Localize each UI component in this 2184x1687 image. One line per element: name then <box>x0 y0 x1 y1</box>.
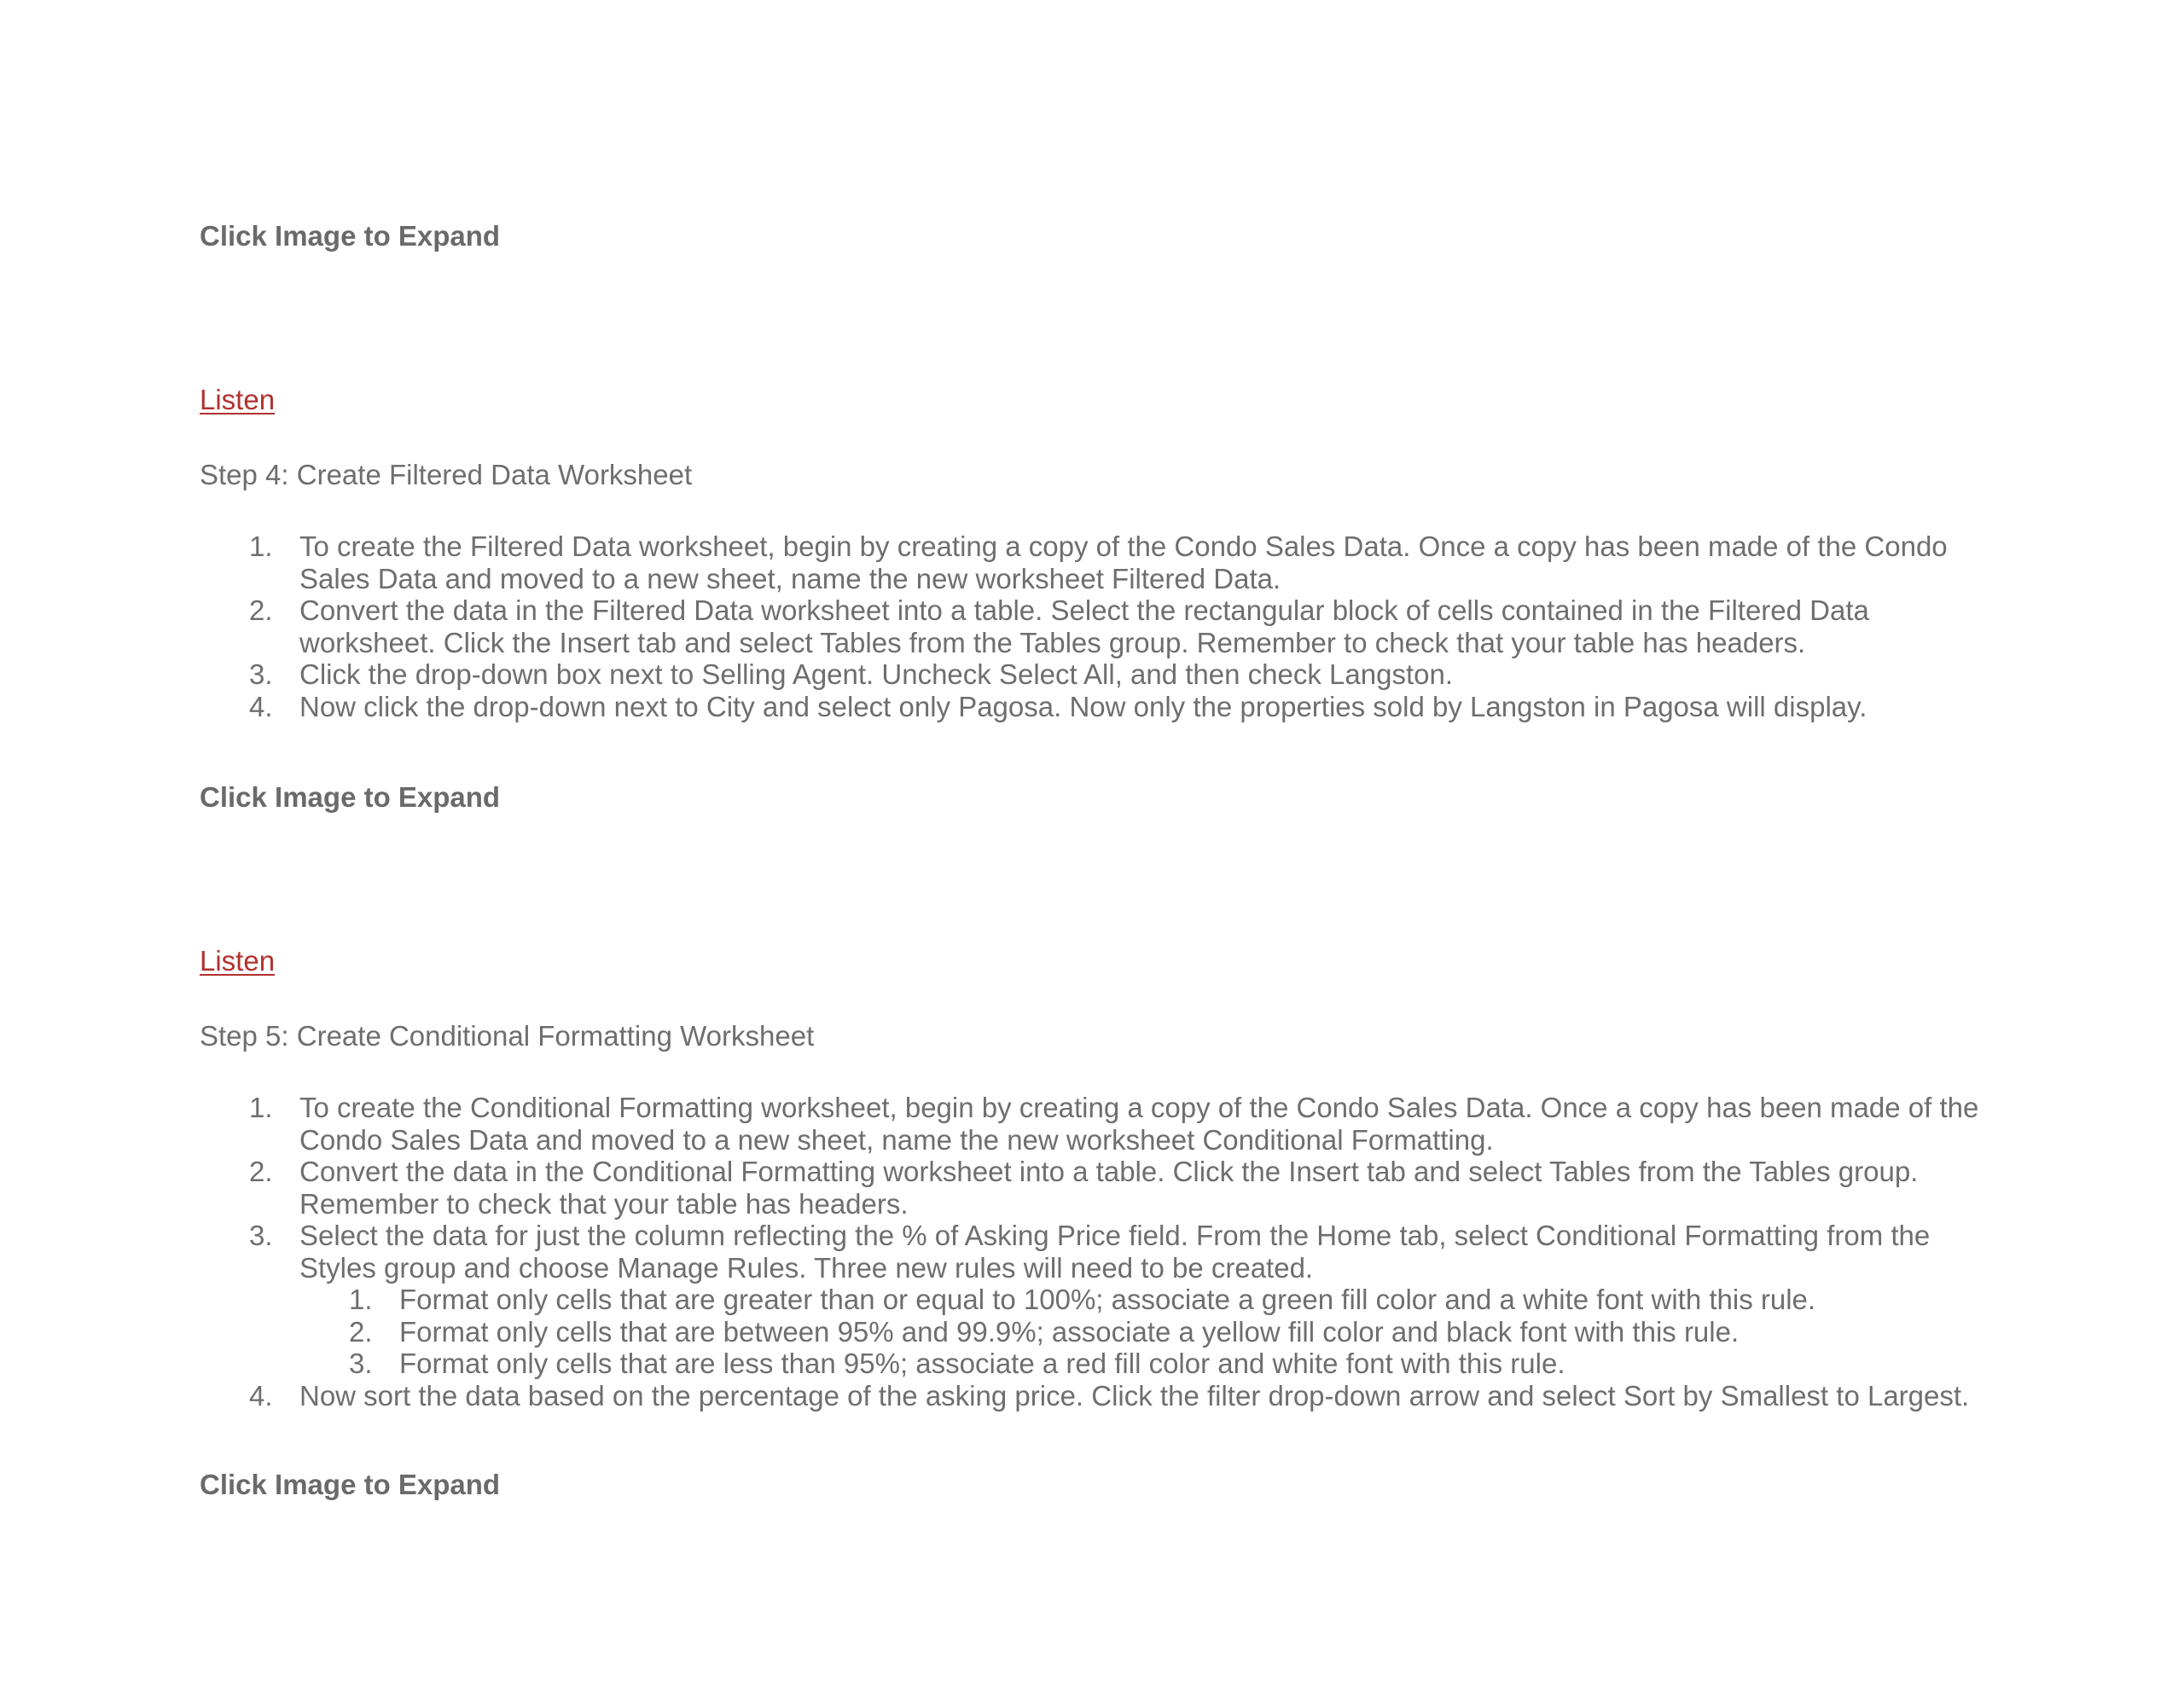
expand-image-label-1[interactable]: Click Image to Expand <box>200 220 501 252</box>
list-item <box>200 1380 2008 1412</box>
listen-link-2[interactable]: Listen <box>200 945 276 977</box>
list-item-number: 3. <box>249 658 273 690</box>
list-item <box>200 1092 2008 1156</box>
list-item-number: 2. <box>249 594 273 626</box>
list-item-text: Convert the data in the Conditional Formatting worksheet into a table. Click the Insert tab and select Tables from the Tables group. Remember to check that your table has headers. <box>299 1156 1919 1220</box>
list-item-number: 2. <box>249 1156 273 1187</box>
expand-image-label-3[interactable]: Click Image to Expand <box>200 1469 501 1500</box>
list-item <box>200 1156 2008 1220</box>
step5-title: Step 5: Create Conditional Formatting Worksheet <box>200 1020 815 1052</box>
list-item-number: 4. <box>249 690 273 722</box>
list-item <box>200 530 2008 594</box>
sub-list-item-number: 1. <box>349 1284 373 1315</box>
list-item-number: 4. <box>249 1379 273 1412</box>
list-item-text: Now click the drop-down next to City and select only Pagosa. Now only the properties sold by Langston in Pagosa will display. <box>299 690 1867 722</box>
sub-list-item <box>299 1348 2008 1380</box>
list-item-number: 1. <box>249 1092 273 1123</box>
list-item-text: Now sort the data based on the percentage of the asking price. Click the filter drop-down arrow and select Sort by Smallest to Largest. <box>299 1379 1970 1412</box>
list-item <box>200 658 2008 691</box>
list-item-number: 1. <box>249 530 273 562</box>
step4-title: Step 4: Create Filtered Data Worksheet <box>200 459 693 490</box>
list-item-text: To create the Conditional Formatting worksheet, begin by creating a copy of the Condo Sales Data. Once a copy has been made of the Condo Sales Data and moved to a new sheet, name the new worksheet Conditional Formatting. <box>299 1092 1979 1156</box>
list-item-text: Select the data for just the column reflecting the % of Asking Price field. From the Home tab, select Conditional Formatting from the Styles group and choose Manage Rules. Three new rules will need to be created. <box>299 1220 1931 1284</box>
list-item-number: 3. <box>249 1220 273 1251</box>
sub-list-item-text: Format only cells that are greater than or equal to 100%; associate a green fill color and a white font with this rule. <box>399 1284 1816 1315</box>
list-item-text: To create the Filtered Data worksheet, begin by creating a copy of the Condo Sales Data. Once a copy has been made of the Condo Sales Data and moved to a new sheet, name the new worksheet Filtered Data. <box>299 530 1948 594</box>
sub-list-item-number: 3. <box>349 1348 373 1379</box>
list-item-text: Click the drop-down box next to Selling Agent. Uncheck Select All, and then check Langston. <box>299 658 1453 690</box>
list-item <box>200 1220 2008 1380</box>
step5-list <box>200 1092 2008 1412</box>
sub-list-item-text: Format only cells that are less than 95%; associate a red fill color and white font with this rule. <box>399 1348 1565 1379</box>
expand-image-label-2[interactable]: Click Image to Expand <box>200 781 501 813</box>
list-item <box>200 594 2008 658</box>
sub-list-item-number: 2. <box>349 1315 373 1348</box>
list-item <box>200 691 2008 723</box>
sub-list-item-text: Format only cells that are between 95% and 99.9%; associate a yellow fill color and black font with this rule. <box>399 1315 1740 1348</box>
list-item-text: Convert the data in the Filtered Data worksheet into a table. Select the rectangular block of cells contained in the Filtered Data worksheet. Click the Insert tab and select Tables from the Tables group. Remember to check that your table has headers. <box>299 594 1869 658</box>
step5-sublist <box>299 1284 2008 1380</box>
listen-link-1[interactable]: Listen <box>200 384 276 415</box>
step4-list <box>200 530 2008 722</box>
sub-list-item <box>299 1284 2008 1316</box>
sub-list-item <box>299 1316 2008 1348</box>
